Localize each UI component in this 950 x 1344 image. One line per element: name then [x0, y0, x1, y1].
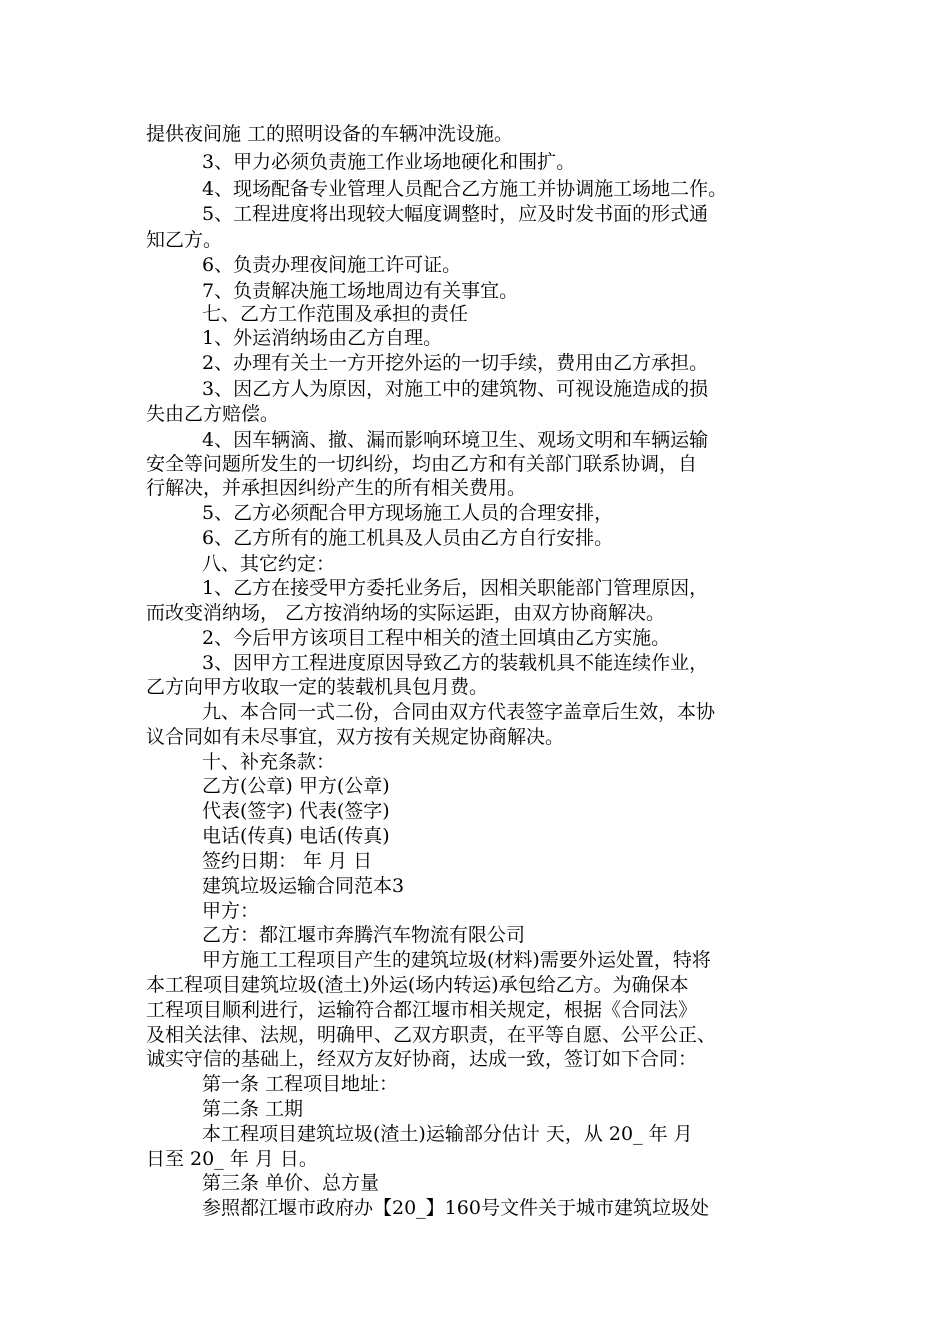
text-line: 6、乙方所有的施工机具及人员由乙方自行安排。: [202, 527, 614, 549]
article-heading: 第二条 工期: [202, 1098, 304, 1120]
text-line: 3、因乙方人为原因，对施工中的建筑物、可视设施造成的损: [202, 378, 709, 400]
text-line: 知乙方。: [146, 229, 223, 251]
text-line: 安全等问题所发生的一切纠纷，均由乙方和有关部门联系协调，自: [146, 453, 698, 475]
text-line: 5、工程进度将出现较大幅度调整时，应及时发书面的形式通: [202, 203, 709, 225]
signature-line: 代表(签字) 代表(签字): [202, 800, 390, 822]
text-line: 7、负责解决施工场地周边有关事宜。: [202, 280, 519, 302]
signature-line: 乙方(公章) 甲方(公章): [202, 775, 390, 797]
text-line: 日至 20_ 年 月 日。: [146, 1148, 318, 1170]
text-line: 2、今后甲方该项目工程中相关的渣土回填由乙方实施。: [202, 627, 671, 649]
text-line: 而改变消纳场， 乙方按消纳场的实际运距，由双方协商解决。: [146, 602, 666, 624]
text-line: 6、负责办理夜间施工许可证。: [202, 254, 462, 276]
document-title: 建筑垃圾运输合同范本3: [202, 875, 405, 897]
article-heading: 第三条 单价、总方量: [202, 1172, 380, 1194]
article-heading: 第一条 工程项目地址：: [202, 1073, 399, 1095]
text-line: 2、办理有关土一方开挖外运的一切手续，费用由乙方承担。: [202, 352, 709, 374]
section-heading: 七、乙方工作范围及承担的责任: [202, 303, 469, 325]
text-line: 1、乙方在接受甲方委托业务后，因相关职能部门管理原因，: [202, 577, 709, 599]
text-line: 行解决，并承担因纠纷产生的所有相关费用。: [146, 477, 527, 499]
text-line: 5、乙方必须配合甲方现场施工人员的合理安排，: [202, 502, 614, 524]
section-heading: 八、其它约定：: [202, 553, 336, 575]
text-line: 议合同如有未尽事宜，双方按有关规定协商解决。: [146, 726, 565, 748]
signing-date-line: 签约日期： 年 月 日: [202, 850, 373, 872]
party-a-line: 甲方：: [202, 900, 260, 922]
text-line: 失由乙方赔偿。: [146, 403, 280, 425]
text-line: 提供夜间施 工的照明设备的车辆冲洗设施。: [146, 123, 514, 145]
text-line: 诚实守信的基础上，经双方友好协商，达成一致，签订如下合同：: [146, 1048, 698, 1070]
text-line: 乙方向甲方收取一定的装载机具包月费。: [146, 676, 489, 698]
text-line: 4、现场配备专业管理人员配合乙方施工并协调施工场地二作。: [202, 178, 728, 200]
text-line: 参照都江堰市政府办【20_】160号文件关于城市建筑垃圾处: [202, 1197, 709, 1219]
party-b-line: 乙方：都江堰市奔腾汽车物流有限公司: [202, 924, 526, 946]
text-line: 工程项目顺利进行，运输符合都江堰市相关规定，根据《合同法》: [146, 999, 698, 1021]
section-heading: 九、本合同一式二份，合同由双方代表签字盖章后生效，本协: [202, 701, 716, 723]
text-line: 4、因车辆滴、撤、漏而影响环境卫生、观场文明和车辆运输: [202, 429, 709, 451]
text-line: 3、因甲方工程进度原因导致乙方的装载机具不能连续作业，: [202, 652, 709, 674]
text-line: 本工程项目建筑垃圾(渣土)运输部分估计 天，从 20_ 年 月: [202, 1123, 693, 1145]
text-line: 甲方施工工程项目产生的建筑垃圾(材料)需要外运处置，特将: [202, 949, 711, 971]
text-line: 1、外运消纳场由乙方自理。: [202, 327, 443, 349]
section-heading: 十、补充条款：: [202, 751, 336, 773]
signature-line: 电话(传真) 电话(传真): [202, 825, 390, 847]
text-line: 本工程项目建筑垃圾(渣土)外运(场内转运)承包给乙方。为确保本: [146, 974, 689, 996]
text-line: 及相关法律、法规，明确甲、乙双方职责，在平等自愿、公平公正、: [146, 1024, 717, 1046]
text-line: 3、甲力必须负责施工作业场地硬化和围扩。: [202, 151, 576, 173]
